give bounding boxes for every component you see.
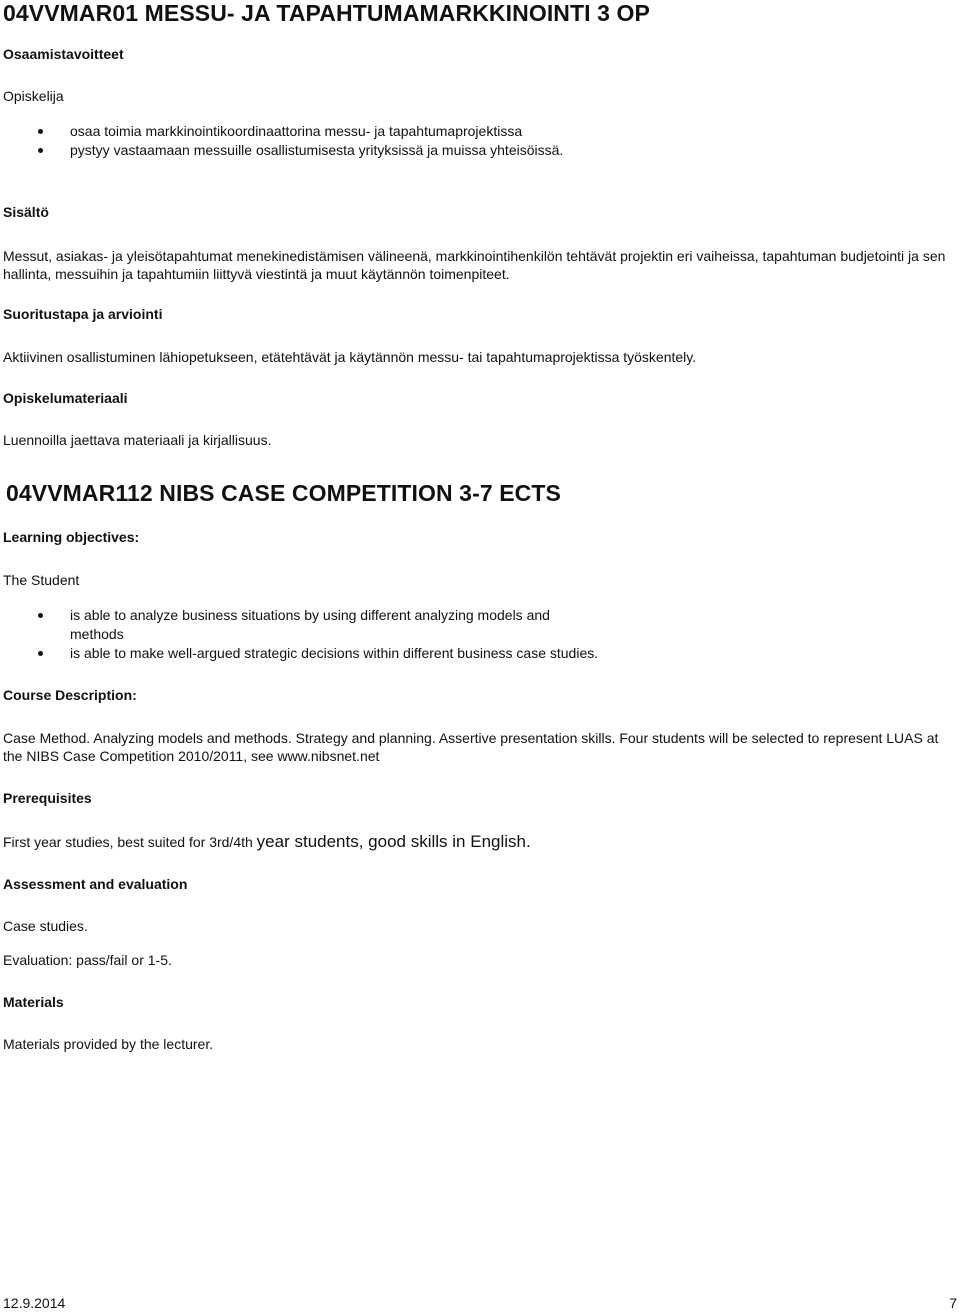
course2-objectives-list — [0, 606, 670, 663]
course1-content-heading: Sisältö — [3, 204, 49, 220]
course2-objectives-heading: Learning objectives: — [3, 529, 140, 545]
course1-materials-text: Luennoilla jaettava materiaali ja kirjallisuus. — [3, 432, 272, 448]
course2-description-heading: Course Description: — [3, 687, 137, 703]
course1-materials-heading: Opiskelumateriaali — [3, 390, 128, 406]
course1-content-text: Messut, asiakas- ja yleisötapahtumat menekinedistämisen välineenä, markkinointihenkilön tehtävät projektin eri vaiheissa, tapahtuman budjetointi ja sen hallinta, messuihin ja tapahtumiin liittyvä viestintä ja muut käytännön toimenpiteet. — [3, 248, 946, 282]
footer-date: 12.9.2014 — [3, 1295, 66, 1311]
course1-title: 04VVMAR01 MESSU- JA TAPAHTUMAMARKKINOINTI 3 OP — [3, 0, 650, 26]
course1-intro: Opiskelija — [3, 88, 64, 104]
course2-materials-text: Materials provided by the lecturer. — [3, 1036, 214, 1052]
course2-title: 04VVMAR112 NIBS CASE COMPETITION 3-7 ECTS — [6, 480, 561, 506]
prerequisites-text-small: First year studies, best suited for 3rd/4th — [3, 834, 253, 850]
prerequisites-text-large: year students, good skills in English. — [256, 832, 531, 851]
course1-objectives-heading: Osaamistavoitteet — [3, 46, 124, 62]
course2-prerequisites-text — [3, 832, 531, 852]
list-item: is able to make well-argued strategic decisions within different business case studies. — [0, 644, 670, 663]
course2-assessment-text-2: Evaluation: pass/fail or 1-5. — [3, 952, 172, 968]
list-item: pystyy vastaamaan messuille osallistumisesta yrityksissä ja muissa yhteisöissä. — [0, 141, 580, 160]
course2-intro: The Student — [3, 572, 80, 588]
course1-assessment-heading: Suoritustapa ja arviointi — [3, 306, 163, 322]
course2-assessment-text-1: Case studies. — [3, 918, 88, 934]
list-item: is able to analyze business situations by using different analyzing models and methods — [0, 606, 580, 644]
course2-materials-heading: Materials — [3, 994, 64, 1010]
course2-assessment-heading: Assessment and evaluation — [3, 876, 188, 892]
course2-description-text: Case Method. Analyzing models and methods. Strategy and planning. Assertive presentation skills. Four students will be selected to represent LUAS at the NIBS Case Competition 2010/2011, see www.nibsnet.net — [3, 730, 939, 764]
course2-prerequisites-heading: Prerequisites — [3, 790, 92, 806]
list-item: osaa toimia markkinointikoordinaattorina messu- ja tapahtumaprojektissa — [0, 122, 580, 141]
course1-objectives-list — [0, 122, 580, 160]
footer-page-number: 7 — [949, 1295, 957, 1311]
course1-assessment-text: Aktiivinen osallistuminen lähiopetukseen, etätehtävät ja käytännön messu- tai tapahtumaprojektissa työskentely. — [3, 349, 697, 365]
